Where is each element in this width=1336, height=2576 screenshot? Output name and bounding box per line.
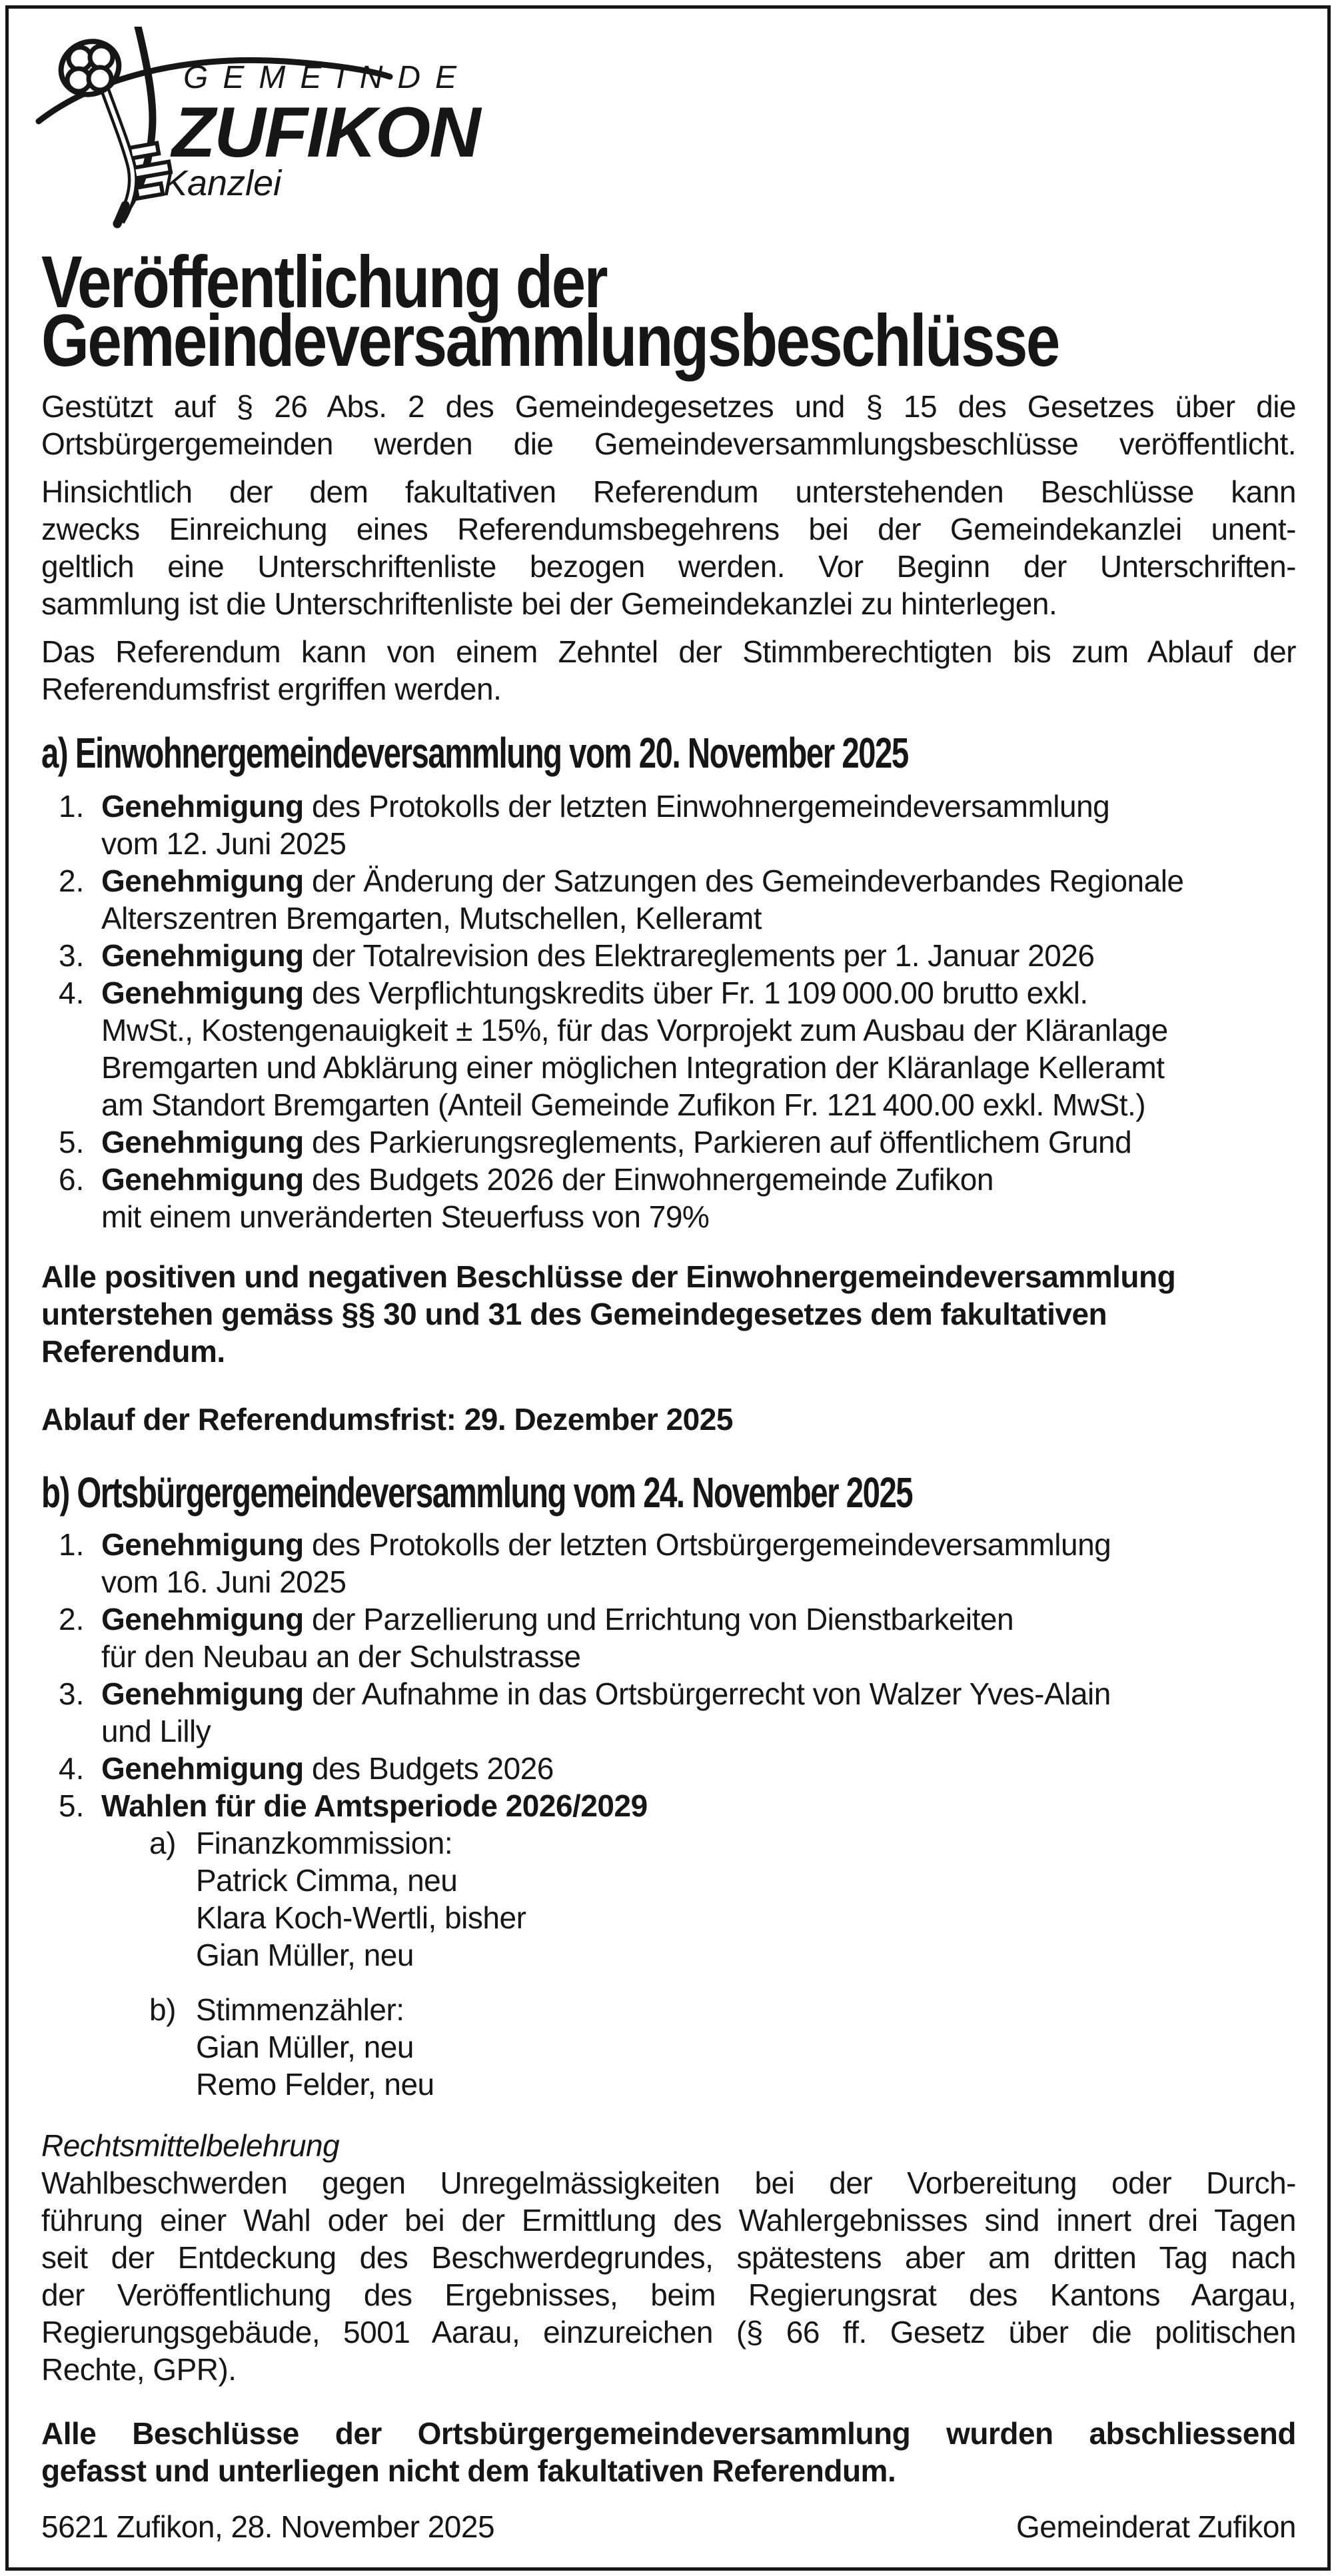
text-line: Gestützt auf § 26 Abs. 2 des Gemeindegesetzes und § 15 des Gesetzes über die — [41, 389, 1296, 424]
list-item — [59, 1750, 1296, 1787]
item-number: 1. — [59, 1527, 85, 1562]
legal-remedy-heading: Rechtsmittelbelehrung — [41, 2128, 340, 2163]
item-text-line: vom 16. Juni 2025 — [101, 1565, 346, 1599]
text-line: gefasst und unterliegen nicht dem fakultativen Referendum. — [41, 2453, 896, 2488]
item-number: 3. — [59, 938, 85, 973]
intro-paragraph-referendum-procedure — [41, 473, 1296, 622]
item-text-line: und Lilly — [101, 1714, 211, 1748]
list-item — [59, 788, 1296, 862]
item-number: 5. — [59, 1125, 85, 1159]
list-item — [59, 974, 1296, 1123]
item-keyword: Genehmigung — [101, 1527, 304, 1562]
election-title: Finanzkommission: — [196, 1826, 453, 1860]
list-item — [59, 1161, 1296, 1235]
legal-remedy-paragraph — [41, 2164, 1296, 2388]
footer-place-date: 5621 Zufikon, 28. November 2025 — [41, 2509, 495, 2544]
item-keyword: Genehmigung — [101, 1162, 304, 1197]
list-item — [59, 862, 1296, 937]
list-item — [59, 1675, 1296, 1750]
item-number: 3. — [59, 1676, 85, 1711]
item-text: des Budgets 2026 der Einwohnergemeinde Zufikon — [312, 1162, 994, 1197]
item-number: 1. — [59, 789, 85, 824]
text-line: der Veröffentlichung des Ergebnisses, beim Regierungsrat des Kantons Aargau, — [41, 2277, 1296, 2312]
item-keyword: Genehmigung — [101, 789, 304, 824]
closing-note — [41, 2415, 1296, 2489]
election-candidate: Gian Müller, neu — [196, 1938, 414, 1972]
item-text-line: vom 12. Juni 2025 — [101, 826, 346, 861]
section-a-referendum-note — [41, 1258, 1296, 1370]
item-keyword: Genehmigung — [101, 938, 304, 973]
section-b-item-list — [59, 1526, 1296, 2103]
item-text-line: Alterszentren Bremgarten, Mutschellen, Kelleramt — [101, 901, 762, 936]
page-title-line1: Veröffentlichung der — [41, 241, 607, 323]
list-item — [59, 1526, 1296, 1601]
text-line: Ortsbürgergemeinden werden die Gemeindeversammlungsbeschlüsse veröffentlicht. — [41, 426, 1296, 461]
item-keyword: Genehmigung — [101, 975, 304, 1010]
elections-block — [149, 1824, 1296, 2103]
document-footer — [41, 2508, 1296, 2545]
election-group-finanzkommission — [149, 1824, 1296, 1974]
logo-text-gemeinde: GEMEINDE — [183, 60, 472, 95]
intro-paragraph-referendum-right — [41, 633, 1296, 708]
list-item-elections — [59, 1787, 1296, 2103]
item-keyword: Genehmigung — [101, 1676, 304, 1711]
election-candidate: Remo Felder, neu — [196, 2067, 434, 2102]
item-text-line: mit einem unveränderten Steuerfuss von 79% — [101, 1199, 710, 1234]
item-number: 4. — [59, 975, 85, 1010]
item-text: des Parkierungsreglements, Parkieren auf öffentlichem Grund — [312, 1125, 1132, 1159]
item-text-line: für den Neubau an der Schulstrasse — [101, 1639, 581, 1674]
list-item — [59, 1123, 1296, 1161]
item-text: der Aufnahme in das Ortsbürgerrecht von Walzer Yves-Alain — [312, 1676, 1111, 1711]
item-keyword: Genehmigung — [101, 1125, 304, 1159]
text-line: geltlich eine Unterschriftenliste bezogen werden. Vor Beginn der Unterschriften- — [41, 549, 1296, 584]
item-text-line: am Standort Bremgarten (Anteil Gemeinde Zufikon Fr. 121 400.00 exkl. MwSt.) — [101, 1087, 1146, 1122]
referendum-deadline: Ablauf der Referendumsfrist: 29. Dezember 2025 — [41, 1402, 733, 1437]
logo-text-kanzlei: Kanzlei — [163, 163, 282, 203]
text-line: sammlung ist die Unterschriftenliste bei der Gemeindekanzlei zu hinterlegen. — [41, 586, 1057, 621]
page-title-line2: Gemeindeversammlungsbeschlüsse — [41, 300, 1059, 382]
item-keyword: Genehmigung — [101, 1751, 304, 1786]
text-line: Alle positiven und negativen Beschlüsse der Einwohnergemeindeversammlung — [41, 1259, 1176, 1294]
text-line: Wahlbeschwerden gegen Unregelmässigkeiten bei der Vorbereitung oder Durch- — [41, 2166, 1296, 2200]
item-text: der Änderung der Satzungen des Gemeindeverbandes Regionale — [312, 864, 1184, 898]
text-line: führung einer Wahl oder bei der Ermittlung des Wahlergebnisses sind innert drei Tagen — [41, 2203, 1296, 2238]
item-number: 2. — [59, 864, 85, 898]
election-group-stimmenzaehler — [149, 1991, 1296, 2103]
list-item — [59, 937, 1296, 974]
intro-paragraph-legal-basis — [41, 388, 1296, 462]
logo-text-zufikon: ZUFIKON — [172, 92, 480, 172]
item-text: der Parzellierung und Errichtung von Dienstbarkeiten — [312, 1602, 1014, 1636]
item-keyword: Genehmigung — [101, 864, 304, 898]
section-a-item-list — [59, 788, 1296, 1235]
page-content — [41, 32, 1296, 2545]
page-title — [41, 241, 1295, 382]
text-line: Rechte, GPR). — [41, 2352, 237, 2387]
item-text: des Verpflichtungskredits über Fr. 1 109 000.00 brutto exkl. — [312, 975, 1088, 1010]
election-candidate: Gian Müller, neu — [196, 2030, 414, 2064]
list-item — [59, 1601, 1296, 1675]
election-letter: b) — [149, 1992, 176, 2027]
municipality-logo — [41, 32, 1296, 245]
item-text-line: MwSt., Kostengenauigkeit ± 15%, für das Vorprojekt zum Ausbau der Kläranlage — [101, 1013, 1168, 1047]
section-b-heading: b) Ortsbürgergemeindeversammlung vom 24. November 2025 — [41, 1469, 913, 1517]
text-line: Referendumsfrist ergriffen werden. — [41, 672, 502, 706]
item-text: des Protokolls der letzten Ortsbürgergemeindeversammlung — [312, 1527, 1111, 1562]
item-text: der Totalrevision des Elektrareglements per 1. Januar 2026 — [312, 938, 1095, 973]
text-line: Regierungsgebäude, 5001 Aarau, einzureichen (§ 66 ff. Gesetz über die politischen — [41, 2315, 1296, 2349]
election-letter: a) — [149, 1826, 176, 1860]
footer-signature: Gemeinderat Zufikon — [1015, 2509, 1296, 2544]
item-text-line: Bremgarten und Abklärung einer möglichen Integration der Kläranlage Kelleramt — [101, 1050, 1165, 1085]
item-number: 5. — [59, 1788, 85, 1823]
text-line: Hinsichtlich der dem fakultativen Referendum unterstehenden Beschlüsse kann — [41, 474, 1296, 509]
item-number: 2. — [59, 1602, 85, 1636]
text-line: zwecks Einreichung eines Referendumsbegehrens bei der Gemeindekanzlei unent- — [41, 512, 1296, 546]
item-keyword: Genehmigung — [101, 1602, 304, 1636]
section-a-heading: a) Einwohnergemeindeversammlung vom 20. November 2025 — [41, 729, 908, 777]
election-title: Stimmenzähler: — [196, 1992, 404, 2027]
text-line: unterstehen gemäss §§ 30 und 31 des Gemeindegesetzes dem fakultativen — [41, 1297, 1107, 1331]
item-keyword: Wahlen für die Amtsperiode 2026/2029 — [101, 1788, 648, 1823]
item-number: 4. — [59, 1751, 85, 1786]
text-line: Das Referendum kann von einem Zehntel der Stimmberechtigten bis zum Ablauf der — [41, 634, 1296, 669]
election-candidate: Klara Koch-Wertli, bisher — [196, 1900, 526, 1935]
election-candidate: Patrick Cimma, neu — [196, 1863, 458, 1898]
text-line: seit der Entdeckung des Beschwerdegrundes, spätestens aber am dritten Tag nach — [41, 2240, 1296, 2275]
item-text: des Protokolls der letzten Einwohnergemeindeversammlung — [312, 789, 1110, 824]
item-text: des Budgets 2026 — [312, 1751, 554, 1786]
text-line: Alle Beschlüsse der Ortsbürgergemeindeversammlung wurden abschliessend — [41, 2416, 1296, 2451]
text-line: Referendum. — [41, 1334, 225, 1369]
item-number: 6. — [59, 1162, 85, 1197]
